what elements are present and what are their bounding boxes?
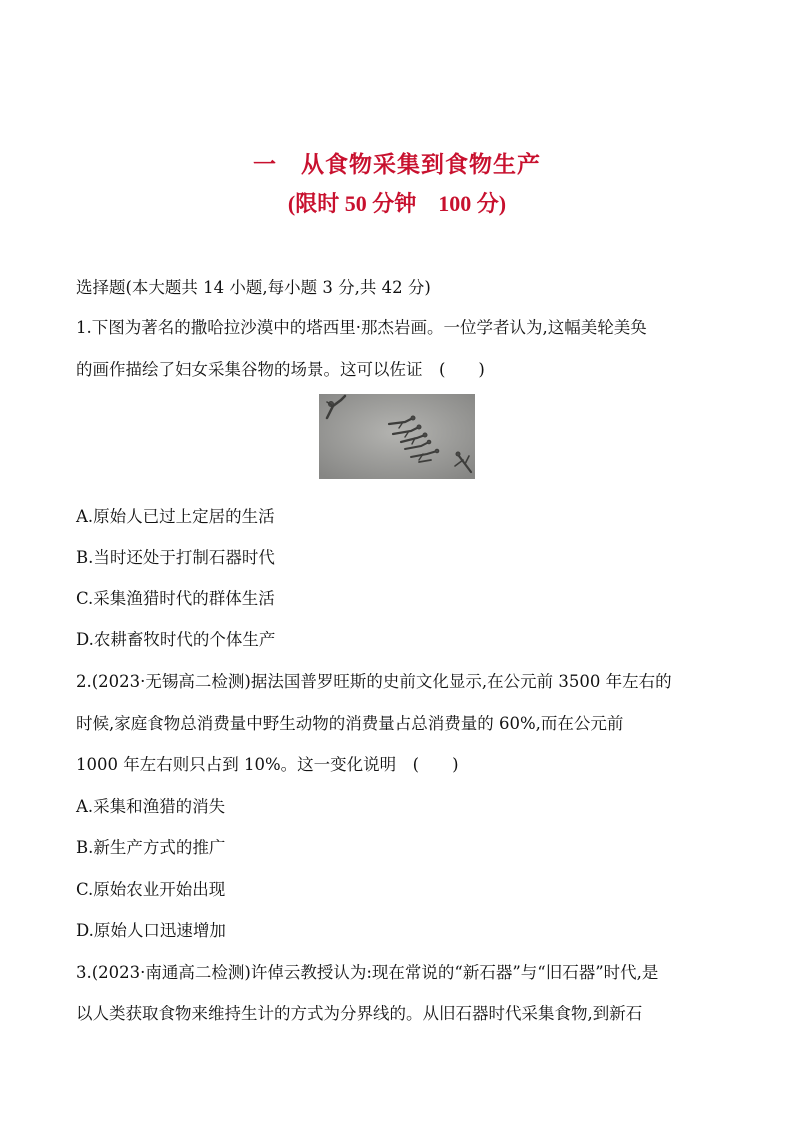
question-2-option-d: D.原始人口迅速增加 bbox=[76, 921, 226, 940]
question-3-stem-line-2: 以人类获取食物来维持生计的方式为分界线的。从旧石器时代采集食物,到新石 bbox=[76, 1004, 643, 1023]
question-1-stem-line-2: 的画作描绘了妇女采集谷物的场景。这可以佐证 ( ) bbox=[76, 360, 485, 379]
question-1-option-b: B.当时还处于打制石器时代 bbox=[76, 548, 275, 567]
question-2-stem-line-2: 时候,家庭食物总消费量中野生动物的消费量占总消费量的 60%,而在公元前 bbox=[76, 714, 624, 733]
section-heading: 选择题(本大题共 14 小题,每小题 3 分,共 42 分) bbox=[76, 278, 431, 297]
page-title: 一 从食物采集到食物生产 bbox=[253, 152, 541, 178]
page-subtitle: (限时 50 分钟 100 分) bbox=[287, 191, 507, 216]
question-1-option-d: D.农耕畜牧时代的个体生产 bbox=[76, 630, 276, 649]
question-2-option-a: A.采集和渔猎的消失 bbox=[76, 797, 226, 816]
question-3-stem-line-1: 3.(2023·南通高二检测)许倬云教授认为:现在常说的“新石器”与“旧石器”时代,是 bbox=[76, 963, 659, 982]
question-1-option-a: A.原始人已过上定居的生活 bbox=[76, 507, 275, 526]
question-2-stem-line-3: 1000 年左右则只占到 10%。这一变化说明 ( ) bbox=[76, 755, 459, 774]
question-2-option-b: B.新生产方式的推广 bbox=[76, 838, 226, 857]
question-1-stem-line-1: 1.下图为著名的撒哈拉沙漠中的塔西里·那杰岩画。一位学者认为,这幅美轮美奂 bbox=[76, 318, 647, 337]
question-2-stem-line-1: 2.(2023·无锡高二检测)据法国普罗旺斯的史前文化显示,在公元前 3500 年左右的 bbox=[76, 672, 672, 691]
rock-painting-image bbox=[319, 394, 475, 479]
question-2-option-c: C.原始农业开始出现 bbox=[76, 880, 226, 899]
rock-painting-figures bbox=[319, 394, 475, 479]
question-1-option-c: C.采集渔猎时代的群体生活 bbox=[76, 589, 275, 608]
